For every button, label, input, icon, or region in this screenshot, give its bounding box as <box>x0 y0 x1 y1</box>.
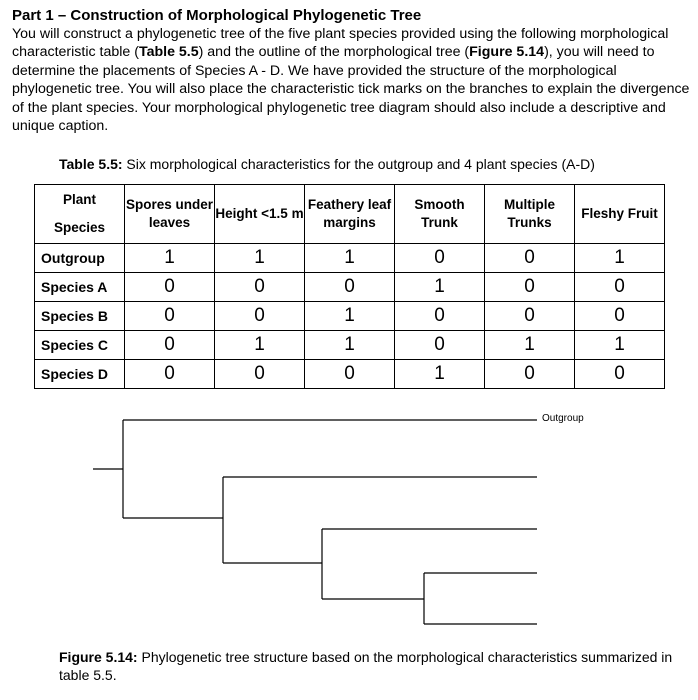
intro-text-2: ) and the outline of the morphological tree ( <box>198 44 470 61</box>
table-cell: 1 <box>575 331 665 360</box>
figure-caption <box>59 648 679 684</box>
table-cell: 0 <box>485 273 575 302</box>
table-cell: 1 <box>215 331 305 360</box>
table-cell: 1 <box>395 360 485 389</box>
table-cell: 0 <box>485 302 575 331</box>
table-cell: 1 <box>305 302 395 331</box>
row-name: Outgroup <box>35 244 125 273</box>
table-cell: 0 <box>305 273 395 302</box>
table-cell: 0 <box>395 244 485 273</box>
table-cell: 1 <box>485 331 575 360</box>
table-cell: 0 <box>485 244 575 273</box>
table-cell: 1 <box>395 273 485 302</box>
header-feathery-leaf-margins: Feathery leaf margins <box>305 185 395 244</box>
intro-text-1: You will construct a phylogenetic tree of the five plant species provided using the following morphological characteristic table ( <box>12 26 669 61</box>
row-name: Species C <box>35 331 125 360</box>
header-fleshy-fruit: Fleshy Fruit <box>575 185 665 244</box>
table-cell: 1 <box>305 331 395 360</box>
table-cell: 1 <box>215 244 305 273</box>
row-name: Species A <box>35 273 125 302</box>
table-cell: 0 <box>215 273 305 302</box>
row-name: Species B <box>35 302 125 331</box>
header-spores-under-leaves: Spores under leaves <box>125 185 215 244</box>
table-cell: 1 <box>125 244 215 273</box>
intro-text-3: ), you will need to determine the placements of Species A - D. We have provided the structure of the morphological phylogenetic tree. You will also place the characteristic tick marks on the branches to explain the divergence of the plant species. Your morphological phylogenetic tree diagram should also include a descriptive and unique caption. <box>12 44 690 135</box>
header-height: Height <1.5 m <box>215 185 305 244</box>
table-cell: 0 <box>485 360 575 389</box>
table-cell: 0 <box>395 302 485 331</box>
table-caption-text: Six morphological characteristics for the outgroup and 4 plant species (A-D) <box>122 156 595 172</box>
figure-caption-label: Figure 5.14: <box>59 649 138 665</box>
intro-table-ref: Table 5.5 <box>138 44 199 61</box>
table-cell: 0 <box>575 273 665 302</box>
table-cell: 0 <box>395 331 485 360</box>
header-multiple-trunks: Multiple Trunks <box>485 185 575 244</box>
table-cell: 0 <box>125 331 215 360</box>
table-cell: 0 <box>215 360 305 389</box>
table-caption-label: Table 5.5: <box>59 156 123 172</box>
header-plant-line1: Plant <box>62 192 96 207</box>
table-cell: 0 <box>125 273 215 302</box>
row-name: Species D <box>35 360 125 389</box>
table-cell: 0 <box>125 302 215 331</box>
table-cell: 0 <box>575 302 665 331</box>
header-plant-line2: Species <box>53 220 106 235</box>
table-cell: 1 <box>575 244 665 273</box>
intro-figure-ref: Figure 5.14 <box>469 44 545 61</box>
section-heading: Part 1 – Construction of Morphological Phylogenetic Tree <box>12 7 422 24</box>
table-cell: 0 <box>125 360 215 389</box>
figure-caption-text: Phylogenetic tree structure based on the morphological characteristics summarized in table 5.5. <box>59 649 673 683</box>
table-cell: 0 <box>575 360 665 389</box>
outgroup-label: Outgroup <box>542 413 584 424</box>
table-cell: 0 <box>215 302 305 331</box>
table-cell: 1 <box>305 244 395 273</box>
header-smooth-trunk: Smooth Trunk <box>395 185 485 244</box>
table-cell: 0 <box>305 360 395 389</box>
